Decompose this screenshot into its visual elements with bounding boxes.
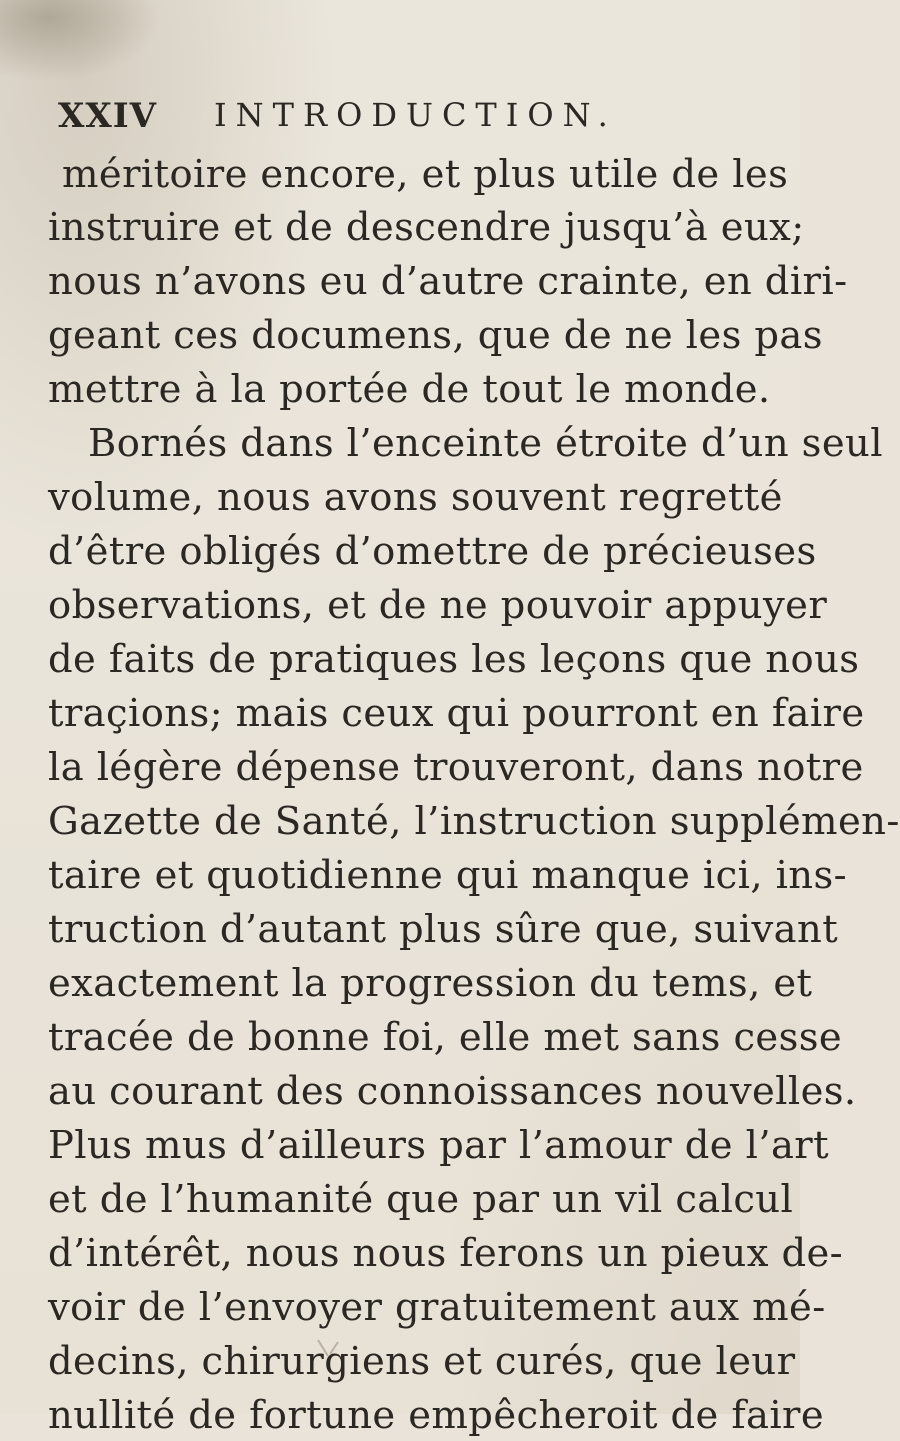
text-line: au courant des connoissances nouvelles. bbox=[48, 1069, 857, 1114]
page-header bbox=[58, 96, 758, 146]
ink-mark bbox=[300, 1320, 360, 1380]
text-line: volume, nous avons souvent regretté bbox=[48, 475, 783, 520]
text-line: nullité de fortune empêcheroit de faire bbox=[48, 1393, 825, 1438]
text-line: d’être obligés d’omettre de précieuses bbox=[48, 529, 817, 574]
text-line: et de l’humanité que par un vil calcul bbox=[48, 1177, 794, 1222]
text-line: geant ces documens, que de ne les pas bbox=[48, 313, 823, 358]
text-line: d’intérêt, nous nous ferons un pieux de- bbox=[48, 1231, 844, 1276]
paper-stain bbox=[0, 0, 160, 90]
text-line: de faits de pratiques les leçons que nous bbox=[48, 637, 860, 682]
text-line: observations, et de ne pouvoir appuyer bbox=[48, 583, 828, 628]
text-line: exactement la progression du tems, et bbox=[48, 961, 813, 1006]
text-line: Plus mus d’ailleurs par l’amour de l’art bbox=[48, 1123, 829, 1168]
text-line: tracée de bonne foi, elle met sans cesse bbox=[48, 1015, 843, 1060]
text-line: decins, chirurgiens et curés, que leur bbox=[48, 1339, 796, 1384]
text-line: Bornés dans l’enceinte étroite d’un seul bbox=[88, 421, 883, 466]
page-number: XXIV bbox=[58, 96, 158, 136]
text-line: la légère dépense trouveront, dans notre bbox=[48, 745, 864, 790]
text-line: mettre à la portée de tout le monde. bbox=[48, 367, 771, 412]
text-line: taire et quotidienne qui manque ici, ins- bbox=[48, 853, 848, 898]
running-title: INTRODUCTION. bbox=[214, 96, 617, 134]
text-line: traçions; mais ceux qui pourront en faire bbox=[48, 691, 865, 736]
text-line: voir de l’envoyer gratuitement aux mé- bbox=[48, 1285, 826, 1330]
text-line: truction d’autant plus sûre que, suivant bbox=[48, 907, 839, 952]
text-line: nous n’avons eu d’autre crainte, en diri- bbox=[48, 259, 848, 304]
text-line: Gazette de Santé, l’instruction supplémen- bbox=[48, 799, 900, 844]
text-line: instruire et de descendre jusqu’à eux; bbox=[48, 205, 805, 250]
text-line: méritoire encore, et plus utile de les bbox=[62, 152, 789, 197]
